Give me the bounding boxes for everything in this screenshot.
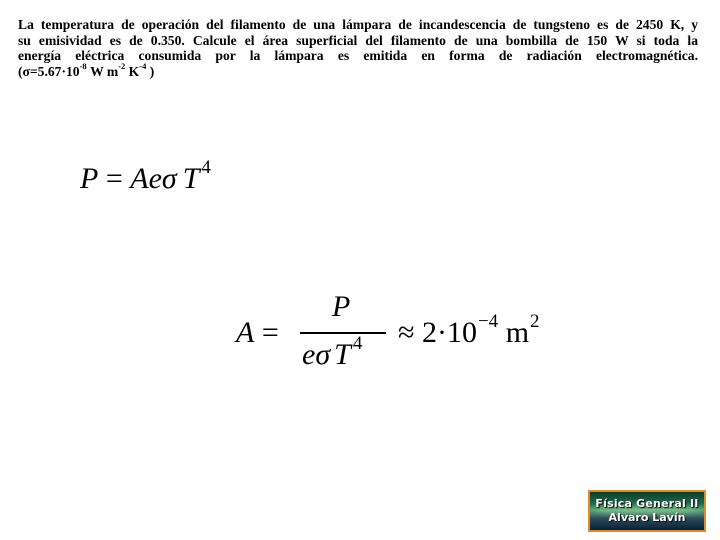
sigma-value: (σ=5.67·10 (18, 63, 80, 79)
eq2-result (398, 311, 540, 350)
kelvin-exponent: -4 (139, 60, 147, 71)
problem-line-1: La temperatura de operación del filamento de una lámpara de incandescencia de tungsteno es de 2450 K, y (18, 17, 698, 32)
eq1-area: A (130, 162, 149, 195)
problem-line-3: energía eléctrica consumida por la lámpara es emitida en forma de radiación electromagnética. (18, 48, 698, 63)
problem-line-4 (18, 60, 698, 80)
eq2-lhs (236, 316, 279, 350)
approx-symbol: ≈ (398, 316, 422, 349)
unit-w-m: W m (86, 63, 119, 79)
closing-paren: ) (146, 63, 155, 79)
eq2-value-exponent: −4 (477, 311, 499, 332)
meter-exponent: -2 (118, 60, 126, 71)
eq2-temperature: T (334, 338, 351, 371)
eq2-temp-exponent: 4 (352, 333, 363, 354)
eq1-equals: = (98, 162, 131, 195)
eq2-area: A (236, 316, 255, 349)
problem-statement (18, 17, 698, 79)
fraction-bar (300, 332, 386, 334)
eq2-value: 2·10 (421, 316, 477, 349)
eq1-temperature: T (182, 162, 200, 195)
eq2-unit: m (498, 316, 530, 349)
badge-course-title: Física General II (595, 497, 699, 510)
badge-author: Alvaro Lavín (608, 511, 686, 524)
eq2-unit-exponent: 2 (530, 311, 540, 332)
stefan-boltzmann-equation (80, 157, 211, 196)
eq1-power: P (80, 162, 99, 195)
course-badge (588, 490, 706, 532)
unit-k: K (125, 63, 140, 79)
problem-line-2: su emisividad es de 0.350. Calcule el área superficial del filamento de una bombilla de 150 W si toda la (18, 32, 698, 48)
eq2-equals: = (254, 316, 279, 349)
eq2-numerator: P (332, 290, 351, 323)
eq1-exponent: 4 (201, 157, 211, 178)
eq1-sigma: σ (161, 162, 177, 195)
eq2-denominator (302, 333, 363, 372)
eq2-emissivity: e (302, 338, 316, 371)
sigma-exponent: -8 (79, 60, 87, 71)
eq2-sigma: σ (315, 338, 331, 371)
eq1-emissivity: e (148, 162, 162, 195)
